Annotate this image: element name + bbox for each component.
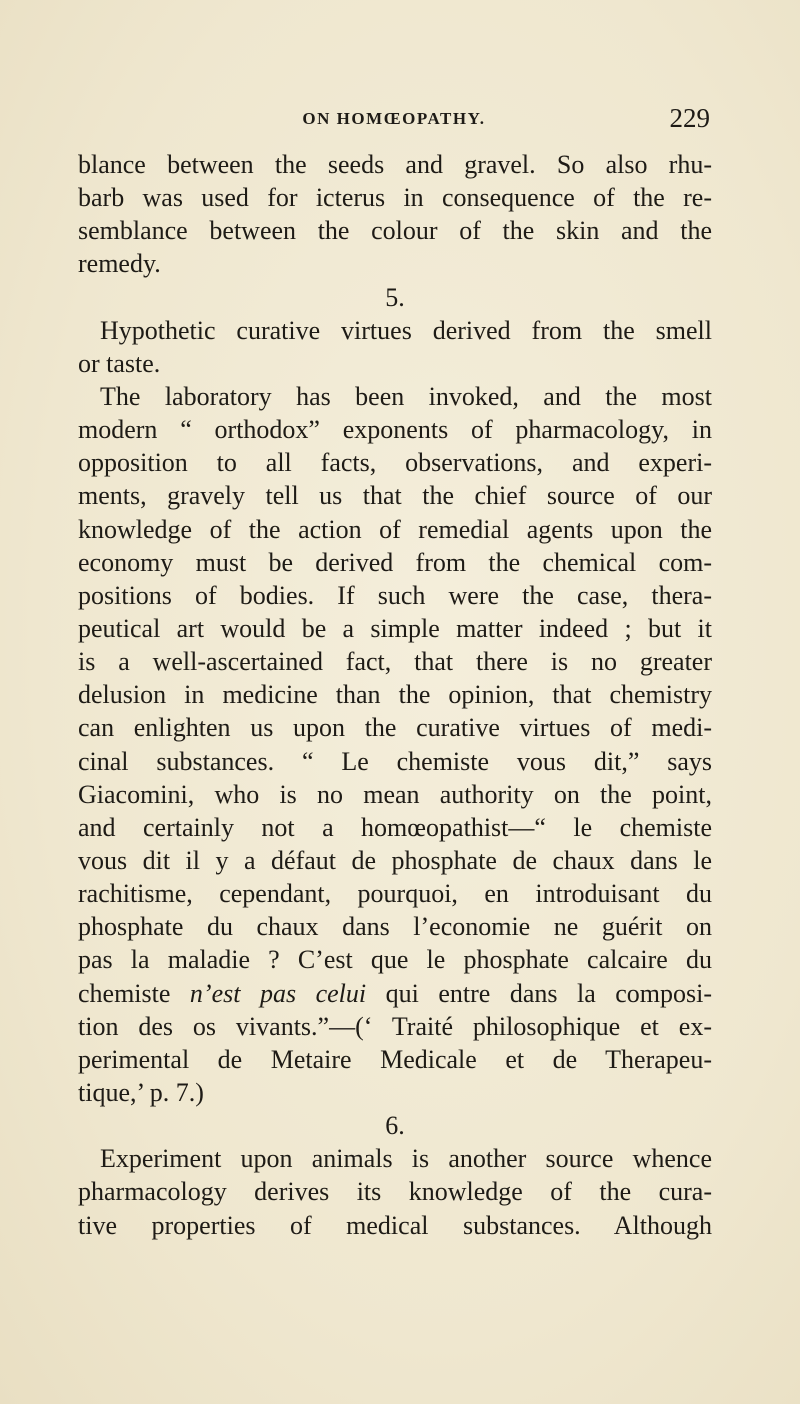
text-line: semblance between the colour of the skin and the (78, 216, 712, 246)
body-text (78, 148, 712, 1242)
text-line: phosphate du chaux dans l’economie ne guérit on (78, 912, 712, 942)
section-number: 6. (385, 1111, 405, 1141)
text-line: Giacomini, who is no mean authority on the point, (78, 779, 712, 809)
page-number: 229 (669, 103, 710, 133)
text-segment: chemiste (78, 978, 190, 1008)
text-line: remedy. (78, 249, 161, 279)
text-line: is a well-ascertained fact, that there is no greater (78, 647, 712, 677)
text-line: perimental de Metaire Medicale et de Therapeu- (78, 1044, 712, 1074)
text-line: cinal substances. “ Le chemiste vous dit,” says (78, 746, 712, 776)
text-line: pas la maladie ? C’est que le phosphate calcaire du (78, 945, 712, 975)
text-line: pharmacology derives its knowledge of the cura- (78, 1177, 712, 1207)
text-line: positions of bodies. If such were the case, thera- (78, 580, 712, 610)
text-line: blance between the seeds and gravel. So also rhu- (78, 150, 712, 179)
italic-phrase: n’est pas celui (189, 978, 367, 1008)
text-line: economy must be derived from the chemical com- (78, 547, 712, 577)
text-line: ments, gravely tell us that the chief source of our (78, 481, 712, 511)
text-line: opposition to all facts, observations, and experi- (78, 448, 712, 478)
text-line: and certainly not a homœopathist—“ le chemiste (78, 812, 712, 842)
text-line: can enlighten us upon the curative virtues of medi- (78, 713, 712, 743)
text-line: knowledge of the action of remedial agents upon the (78, 514, 712, 544)
text-segment: qui entre dans la composi- (366, 978, 713, 1008)
page-header (78, 103, 710, 137)
text-line: peutical art would be a simple matter indeed ; but it (78, 613, 712, 643)
running-head: ON HOMŒOPATHY. (302, 109, 486, 128)
text-line: modern “ orthodox” exponents of pharmacology, in (78, 415, 712, 445)
text-line: delusion in medicine than the opinion, that chemistry (78, 680, 712, 710)
text-line: tive properties of medical substances. Although (78, 1210, 712, 1240)
text-line: tique,’ p. 7.) (78, 1077, 204, 1107)
text-line: Experiment upon animals is another source whence (100, 1144, 712, 1174)
text-line: vous dit il y a défaut de phosphate de chaux dans le (78, 845, 712, 875)
text-line: tion des os vivants.”—(‘ Traité philosophique et ex- (78, 1011, 712, 1041)
text-line: or taste. (78, 348, 161, 378)
text-line: Hypothetic curative virtues derived from the smell (100, 315, 712, 345)
text-line: rachitisme, cependant, pourquoi, en introduisant du (78, 879, 712, 909)
text-line (78, 977, 712, 1010)
text-line: The laboratory has been invoked, and the most (100, 381, 712, 411)
text-line: barb was used for icterus in consequence of the re- (78, 183, 712, 213)
section-number: 5. (385, 282, 405, 312)
